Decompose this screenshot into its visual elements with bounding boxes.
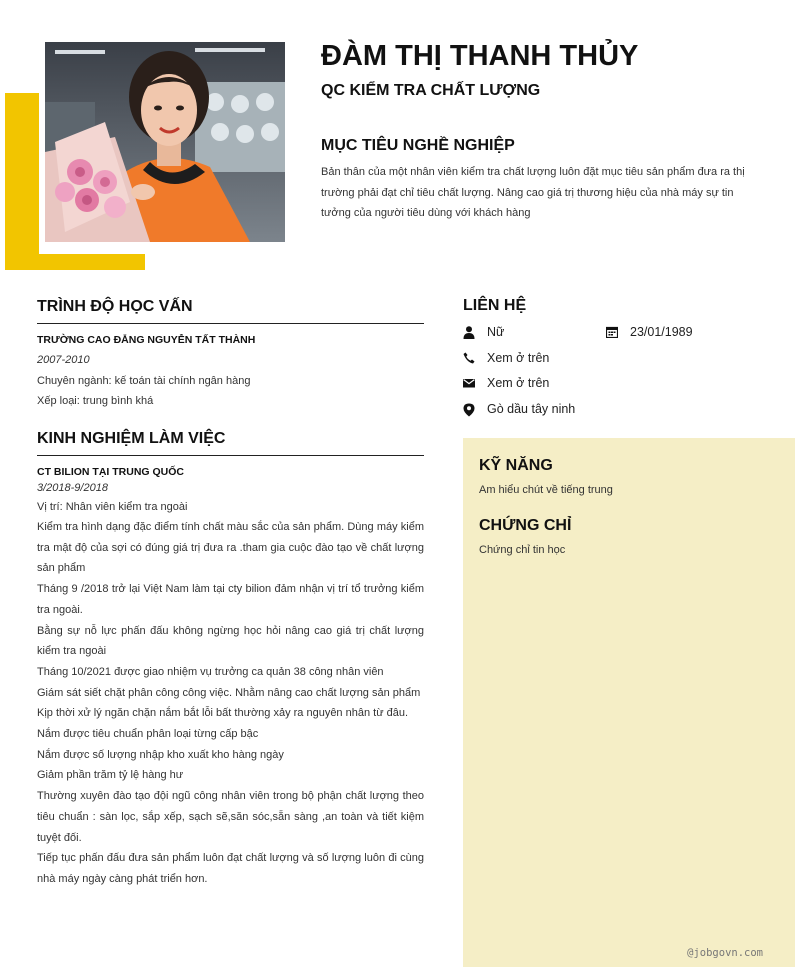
contact-email-value: Xem ở trên xyxy=(487,376,550,390)
contact-address xyxy=(463,402,575,416)
job-title: QC KIỂM TRA CHẤT LƯỢNG xyxy=(321,82,541,99)
experience-line: Kịp thời xử lý ngăn chặn nắm bắt lỗi bất thường xảy ra nguyên nhân từ đâu. xyxy=(37,707,409,720)
contact-heading: LIÊN HỆ xyxy=(463,297,527,314)
experience-period: 3/2018-9/2018 xyxy=(37,481,108,494)
certificates-heading: CHỨNG CHỈ xyxy=(479,517,572,534)
experience-line: Bằng sự nỗ lực phấn đấu không ngừng học hỏi nâng cao giá trị chất lượng kiểm tra ngoài xyxy=(37,624,424,658)
left-column xyxy=(37,298,424,890)
objective-heading: MỤC TIÊU NGHỀ NGHIỆP xyxy=(321,137,515,154)
objective-text: Bản thân của một nhân viên kiểm tra chất lượng luôn đặt mục tiêu sản phẩm đưa ra thị trường phải đạt chỉ tiêu chất lượng. Nâng cao giá trị thương hiệu của nhà máy sự tin tưởng của người tiêu dùng với khách hàng xyxy=(321,166,745,219)
experience-company: CT BILION TẠI TRUNG QUỐC xyxy=(37,465,184,478)
experience-line: Kiểm tra hình dạng đặc điểm tính chất màu sắc của sản phẩm. Dùng máy kiểm tra mật độ của sợi có đúng giá trị đưa ra .tham gia cuộc đào tạo về chất lượng sản phẩm xyxy=(37,521,424,575)
profile-photo xyxy=(45,42,285,242)
contact-birthday xyxy=(606,325,693,339)
contact-phone xyxy=(463,351,549,365)
experience-line: Nắm được số lượng nhập kho xuất kho hàng ngày xyxy=(37,748,284,761)
education-major: Chuyên ngành: kế toán tài chính ngân hàng xyxy=(37,374,251,387)
experience-line: Nắm được tiêu chuẩn phân loại từng cấp bậc xyxy=(37,728,259,741)
contact-phone-value: Xem ở trên xyxy=(487,351,550,365)
experience-line: Tháng 10/2021 được giao nhiệm vụ trưởng ca quản 38 công nhân viên xyxy=(37,665,384,678)
location-icon xyxy=(463,403,475,415)
person-icon xyxy=(463,326,475,338)
experience-line: Giảm phần trăm tỷ lệ hàng hư xyxy=(37,769,184,782)
skills-text: Am hiểu chút về tiếng trung xyxy=(479,484,613,496)
experience-line: Tiếp tục phấn đấu đưa sản phẩm luôn đạt chất lượng và số lượng luôn đi cùng nhà máy ngày càng phát triển hơn. xyxy=(37,852,424,885)
experience-heading: KINH NGHIỆM LÀM VIỆC xyxy=(37,430,424,456)
education-heading: TRÌNH ĐỘ HỌC VẤN xyxy=(37,298,424,324)
certificates-text: Chứng chỉ tin học xyxy=(479,544,566,556)
education-grade: Xếp loại: trung bình khá xyxy=(37,395,154,407)
education-school: TRƯỜNG CAO ĐẲNG NGUYỄN TẤT THÀNH xyxy=(37,334,256,346)
candidate-name: ĐÀM THỊ THANH THỦY xyxy=(321,40,639,72)
contact-birthday-value: 23/01/1989 xyxy=(630,325,693,339)
calendar-icon xyxy=(606,326,618,338)
experience-line: Giám sát siết chặt phân công công việc. Nhằm nâng cao chất lượng sản phẩm xyxy=(37,686,421,699)
email-icon xyxy=(463,377,475,389)
contact-gender-value: Nữ xyxy=(487,325,505,339)
watermark: @jobgovn.com xyxy=(687,947,763,959)
contact-email xyxy=(463,376,549,390)
education-period: 2007-2010 xyxy=(37,354,90,366)
contact-address-value: Gò dầu tây ninh xyxy=(487,402,576,416)
skills-panel xyxy=(463,438,795,967)
contact-gender xyxy=(463,325,504,339)
experience-line: Tháng 9 /2018 trở lại Việt Nam làm tại cty bilion đảm nhận vị trí tổ trưởng kiểm tra ngoài. xyxy=(37,583,424,616)
experience-position: Vị trí: Nhân viên kiểm tra ngoài xyxy=(37,500,188,513)
experience-line: Thường xuyên đào tạo đội ngũ công nhân viên trong bộ phận chất lượng theo tiêu chuẩn : sàn lọc, sắp xếp, sạch sẽ,săn sóc,sẵn sàng ,an toàn và tiết kiệm tuyệt đối. xyxy=(37,790,424,844)
phone-icon xyxy=(463,352,475,364)
skills-heading: KỸ NĂNG xyxy=(479,457,553,474)
